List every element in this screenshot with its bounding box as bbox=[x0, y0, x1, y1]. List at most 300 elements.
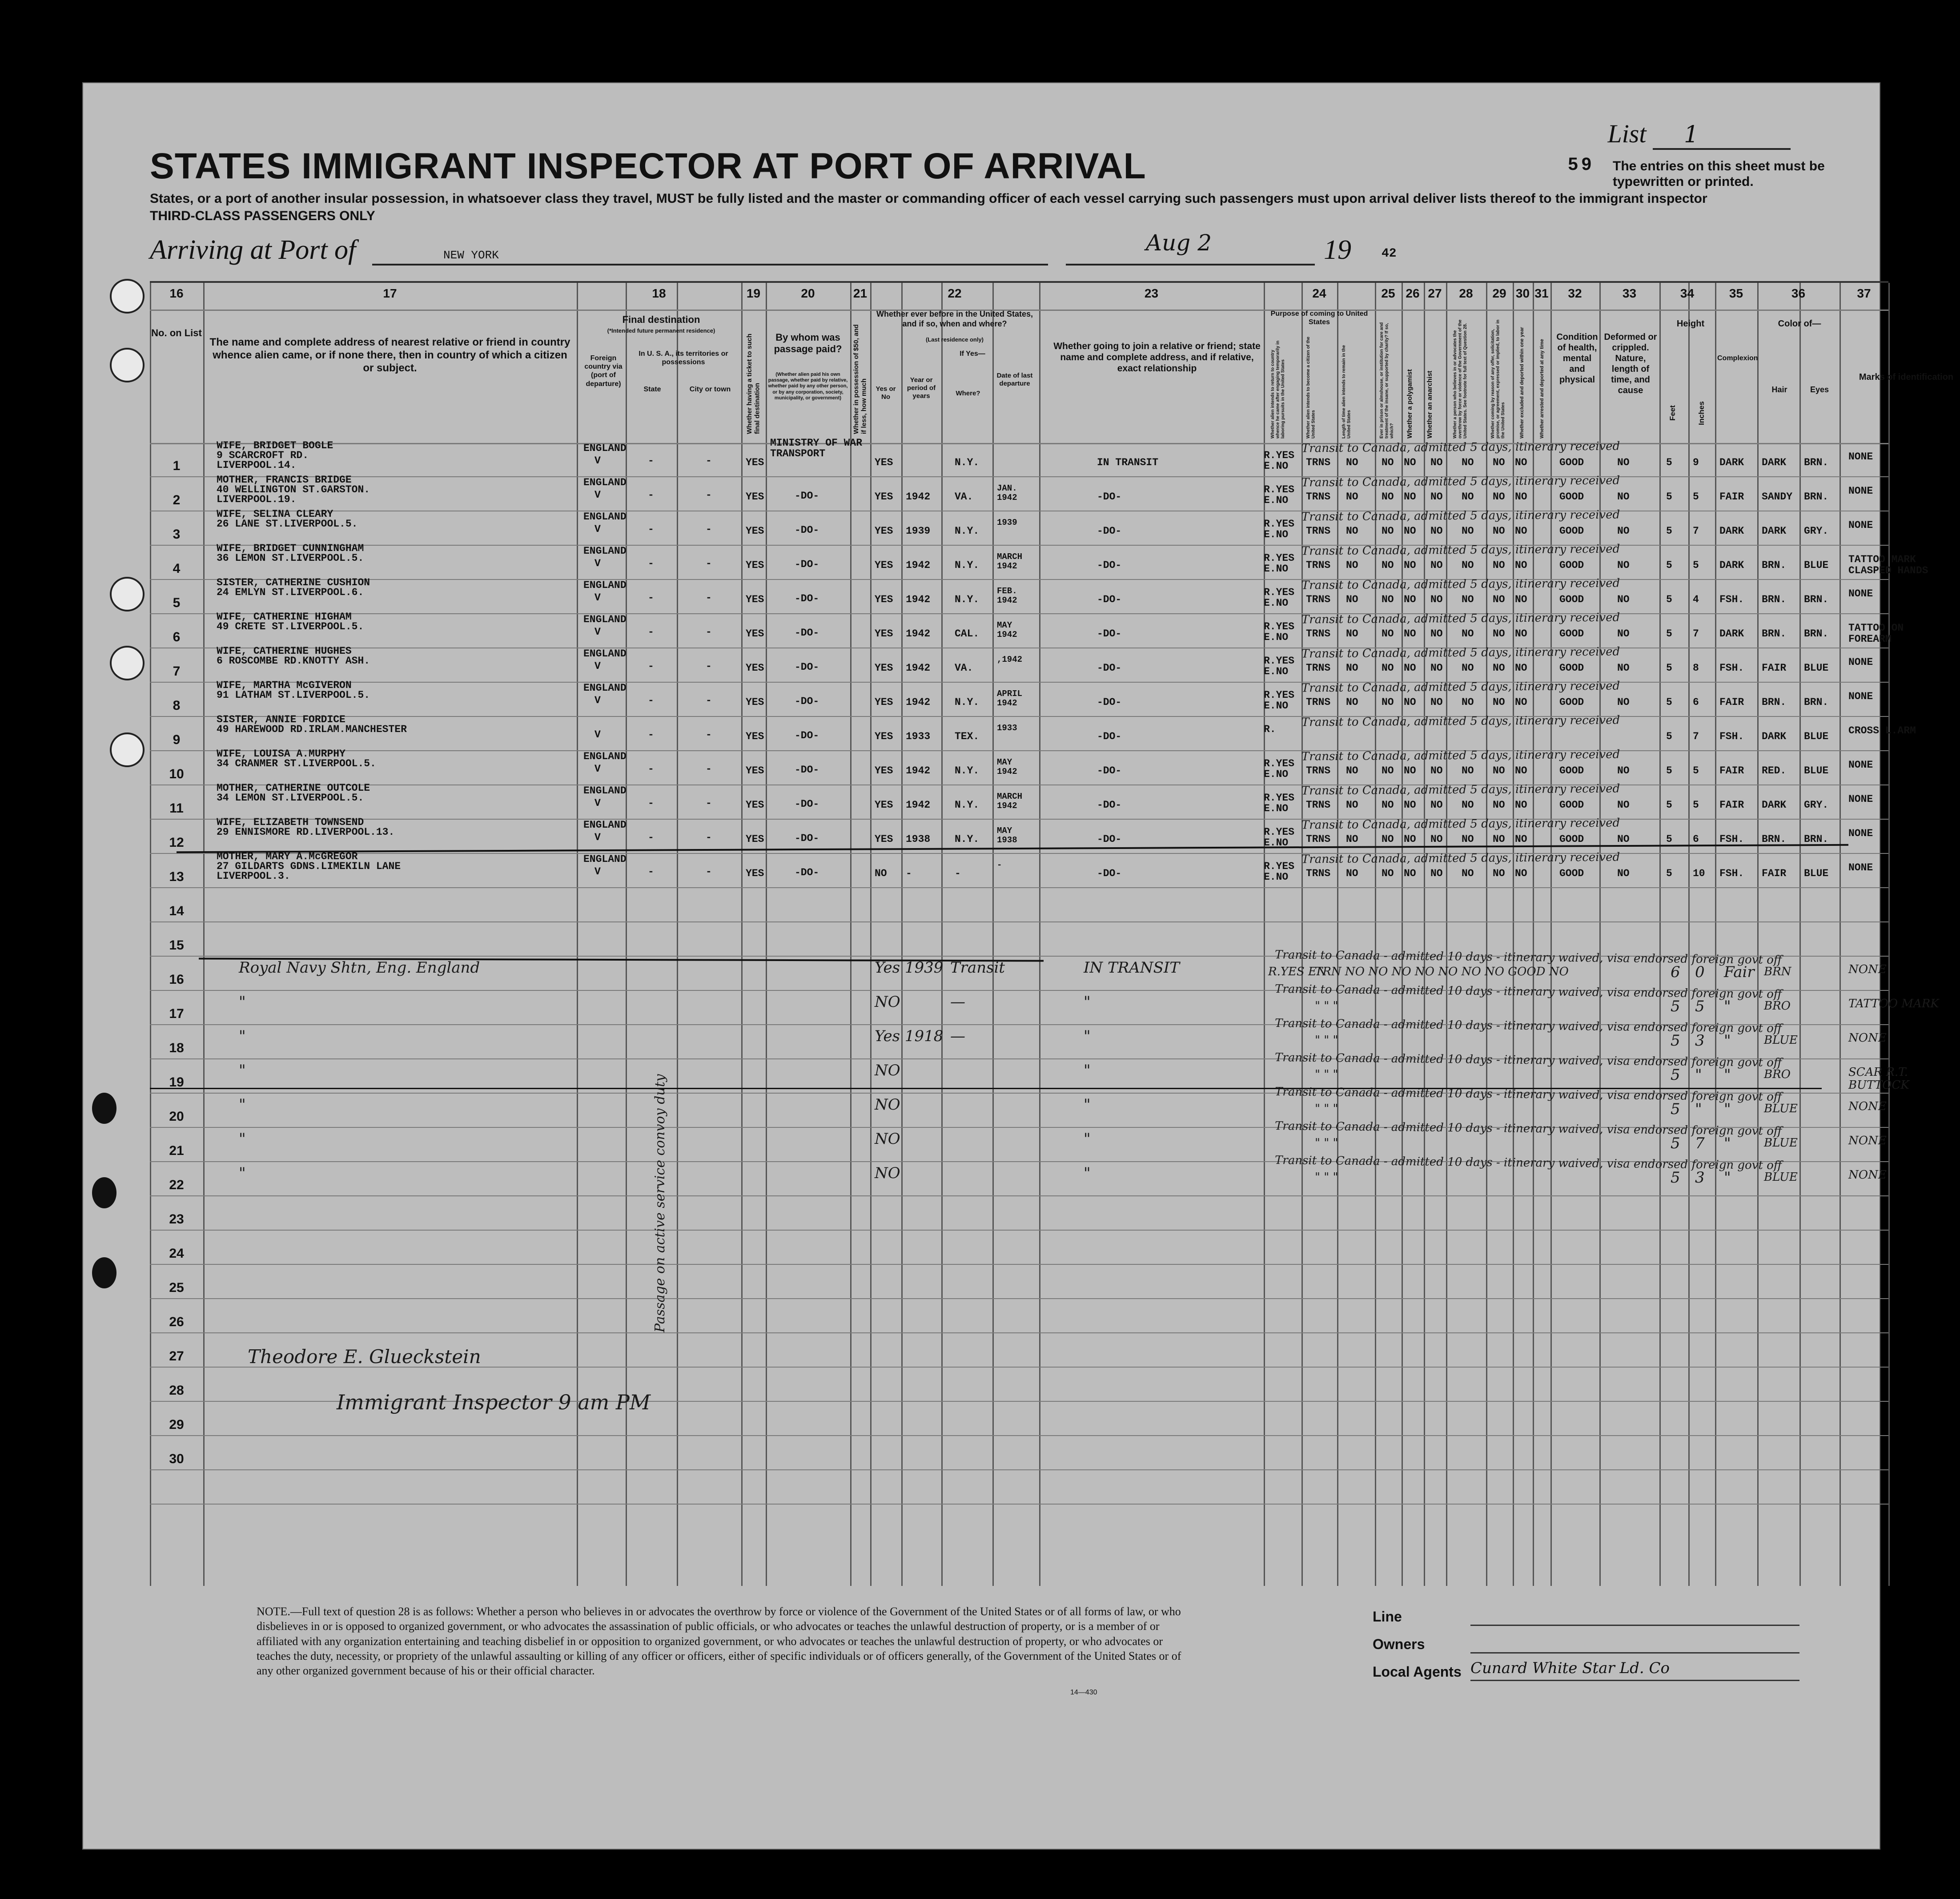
handwritten-transit-note: Transit to Canada - admitted 10 days - itinerary waived, visa endorsed foreign govt off bbox=[1274, 1154, 1782, 1172]
passage-paid-by: TRANSPORT bbox=[770, 448, 826, 459]
deformed-value: NO bbox=[1617, 525, 1630, 537]
relative-address: 91 LATHAM ST.LIVERPOOL.5. bbox=[217, 689, 370, 701]
q25-value: NO bbox=[1346, 868, 1358, 879]
before-us-year: 1942 bbox=[906, 765, 931, 776]
relative-name: MOTHER, MARY A.McGREGOR bbox=[217, 851, 358, 862]
deformed-value: NO bbox=[1617, 628, 1630, 640]
header-deported: Whether arrested and deported at any time bbox=[1539, 339, 1545, 439]
row-number: 24 bbox=[169, 1246, 184, 1261]
purpose-length: TRNS bbox=[1306, 662, 1331, 674]
purpose-return: R.YES bbox=[1264, 792, 1295, 804]
relative-name: SISTER, CATHERINE CUSHION bbox=[217, 577, 370, 588]
q26-value: NO bbox=[1382, 559, 1394, 571]
via-port: V bbox=[594, 660, 601, 672]
q26-value: NO bbox=[1382, 662, 1394, 674]
join-relative: -DO- bbox=[1097, 868, 1122, 879]
purpose-handwritten: R.YES EN bbox=[1268, 965, 1327, 978]
hair-value: BRN. bbox=[1762, 559, 1787, 571]
before-us-where: VA. bbox=[955, 662, 973, 674]
column-divider bbox=[1757, 283, 1759, 1586]
header-join-relative: Whether going to join a relative or friend; state name and complete address, and if relative, exact relationship bbox=[1053, 341, 1261, 374]
ticket-value: YES bbox=[746, 525, 764, 537]
passage-paid-by: -DO- bbox=[795, 559, 819, 570]
before-us-yes-no: YES bbox=[875, 662, 893, 674]
height-inches-handwritten: 5 bbox=[1695, 998, 1705, 1015]
hair-value: DARK bbox=[1762, 799, 1787, 811]
foreign-country: ENGLAND bbox=[583, 614, 627, 625]
q26-value: NO bbox=[1382, 833, 1394, 845]
passage-paid-by: -DO- bbox=[795, 524, 819, 536]
passage-paid-by: -DO- bbox=[795, 730, 819, 741]
q31-value: NO bbox=[1515, 799, 1527, 811]
complexion-handwritten: " bbox=[1724, 998, 1731, 1015]
row-number: 19 bbox=[169, 1075, 184, 1090]
last-departure: - bbox=[997, 860, 1002, 870]
row-number: 11 bbox=[169, 801, 184, 816]
q27-value: NO bbox=[1404, 833, 1416, 845]
last-departure: 1933 bbox=[997, 723, 1017, 733]
before-us-year: 1942 bbox=[906, 594, 931, 605]
row-number: 28 bbox=[169, 1383, 184, 1398]
q29-value: NO bbox=[1462, 799, 1474, 811]
passage-paid-by: -DO- bbox=[795, 593, 819, 604]
marks-value: NONE bbox=[1848, 656, 1873, 668]
answers-handwritten: " " " bbox=[1315, 999, 1338, 1013]
vertical-handwritten-note: Passage on active service convoy duty bbox=[652, 1074, 668, 1332]
height-feet: 5 bbox=[1666, 833, 1672, 845]
relative-handwritten: " bbox=[239, 1062, 246, 1079]
column-divider bbox=[1840, 283, 1841, 1586]
purpose-length: TRNS bbox=[1306, 457, 1331, 468]
height-inches-handwritten: 7 bbox=[1695, 1135, 1705, 1152]
height-feet: 5 bbox=[1666, 662, 1672, 674]
column-divider bbox=[992, 283, 994, 1586]
complexion-handwritten: " bbox=[1724, 1032, 1731, 1050]
header-q28: Whether a person who believes in or advocates the overthrow by force or violence of the Government of the United States. See footnote for full text of Question 28. bbox=[1453, 319, 1468, 439]
typewritten-note: The entries on this sheet must be typewritten or printed. bbox=[1613, 159, 1825, 189]
purpose-length: TRNS bbox=[1306, 696, 1331, 708]
header-bottom-rule bbox=[150, 443, 1888, 444]
purpose-length: TRNS bbox=[1306, 594, 1331, 605]
relative-name: WIFE, CATHERINE HIGHAM bbox=[217, 611, 352, 623]
q30-value: NO bbox=[1493, 559, 1505, 571]
handwritten-transit-note: Transit to Canada, admitted 5 days, itinerary received bbox=[1301, 508, 1620, 524]
destination-state: - bbox=[648, 523, 654, 535]
column-number: 22 bbox=[948, 286, 962, 300]
purpose-return: R.YES bbox=[1264, 518, 1295, 530]
relative-name: WIFE, SELINA CLEARY bbox=[217, 508, 333, 520]
complexion-value: DARK bbox=[1719, 457, 1744, 468]
purpose-return: R.YES bbox=[1264, 689, 1295, 701]
before-us-handwritten: NO bbox=[875, 1164, 900, 1182]
row-number: 5 bbox=[173, 595, 181, 610]
q29-value: NO bbox=[1462, 559, 1474, 571]
manifest-table bbox=[150, 281, 1954, 1586]
deformed-value: NO bbox=[1617, 662, 1630, 674]
join-relative: -DO- bbox=[1097, 491, 1122, 503]
before-us-year: 1942 bbox=[906, 491, 931, 503]
before-us-year: - bbox=[906, 868, 912, 879]
q30-value: NO bbox=[1493, 594, 1505, 605]
q31-value: NO bbox=[1515, 765, 1527, 776]
q29-value: NO bbox=[1462, 491, 1474, 503]
destination-state: - bbox=[648, 592, 654, 603]
shipping-company-info bbox=[1373, 1609, 1817, 1691]
header-no-on-list: No. on List bbox=[151, 327, 202, 338]
purpose-return: R.YES bbox=[1264, 861, 1295, 872]
hair-handwritten: BRN bbox=[1764, 965, 1791, 978]
ticket-value: YES bbox=[746, 868, 764, 879]
row-number: 16 bbox=[169, 972, 184, 987]
last-departure: MAY 1938 bbox=[997, 826, 1017, 845]
row-number: 25 bbox=[169, 1280, 184, 1295]
header-color-of: Color of— bbox=[1778, 319, 1821, 329]
column-number: 33 bbox=[1622, 286, 1637, 300]
header-yes-no: Yes or No bbox=[876, 385, 896, 401]
column-number: 16 bbox=[169, 286, 184, 300]
purpose-return: R.YES bbox=[1264, 587, 1295, 598]
passage-paid-by: -DO- bbox=[795, 833, 819, 844]
column-number: 36 bbox=[1791, 286, 1806, 300]
header-money: Whether in possession of $50, and if less, how much bbox=[852, 324, 868, 434]
q28-value: NO bbox=[1430, 559, 1443, 571]
ticket-value: YES bbox=[746, 731, 764, 742]
relative-address: 34 CRANMER ST.LIVERPOOL.5. bbox=[217, 758, 376, 769]
header-purpose-c: Length of time alien intends to remain in the United States bbox=[1341, 345, 1352, 439]
purpose-citizen: E.NO bbox=[1264, 700, 1289, 712]
q26-value: NO bbox=[1382, 594, 1394, 605]
column-divider bbox=[1688, 283, 1690, 1586]
height-inches: 5 bbox=[1693, 491, 1699, 503]
row-number: 23 bbox=[169, 1212, 184, 1227]
q28-value: NO bbox=[1430, 491, 1443, 503]
q27-value: NO bbox=[1404, 457, 1416, 468]
relative-name: WIFE, CATHERINE HUGHES bbox=[217, 645, 352, 657]
health-value: GOOD bbox=[1559, 696, 1584, 708]
height-feet: 5 bbox=[1666, 731, 1672, 742]
relative-handwritten: " bbox=[239, 993, 246, 1011]
relative-handwritten: Royal Navy Shtn, Eng. England bbox=[239, 959, 480, 977]
relative-name: WIFE, BRIDGET BOGLE bbox=[217, 440, 333, 451]
hair-value: BRN. bbox=[1762, 628, 1787, 640]
binder-hole bbox=[110, 646, 145, 680]
relative-address: 49 HAREWOOD RD.IRLAM.MANCHESTER bbox=[217, 724, 407, 735]
date-field: Aug 2 bbox=[1066, 230, 1315, 266]
marks-value: NONE bbox=[1848, 759, 1873, 771]
health-value: GOOD bbox=[1559, 559, 1584, 571]
deformed-value: NO bbox=[1617, 765, 1630, 776]
relative-handwritten: " bbox=[239, 1027, 246, 1045]
height-feet: 5 bbox=[1666, 765, 1672, 776]
before-us-handwritten: NO bbox=[875, 1130, 900, 1148]
owners-label: Owners bbox=[1373, 1636, 1425, 1652]
purpose-citizen: E.NO bbox=[1264, 768, 1289, 780]
purpose-length: TRNS bbox=[1306, 868, 1331, 879]
before-us-where: N.Y. bbox=[955, 799, 980, 811]
ticket-value: YES bbox=[746, 594, 764, 605]
height-feet: 5 bbox=[1666, 559, 1672, 571]
marks-value: TATTOO ON FOREARM bbox=[1848, 622, 1904, 645]
header-purpose-a: Whether alien intends to return to country whence he came after engaging temporarily in laboring pursuits in the United States bbox=[1270, 340, 1285, 439]
stamp-number: 59 bbox=[1568, 154, 1595, 174]
destination-city: - bbox=[706, 592, 712, 603]
purpose-length: TRNS bbox=[1306, 799, 1331, 811]
hair-value: FAIR bbox=[1762, 868, 1787, 879]
row-number: 14 bbox=[169, 904, 184, 918]
row-rule bbox=[150, 545, 1888, 546]
before-us-where-handwritten: — bbox=[950, 993, 965, 1011]
hair-value: BRN. bbox=[1762, 594, 1787, 605]
join-relative: -DO- bbox=[1097, 765, 1122, 776]
marks-value: CROSS L.ARM bbox=[1848, 725, 1916, 736]
row-rule bbox=[150, 1195, 1888, 1196]
q28-value: NO bbox=[1430, 833, 1443, 845]
handwritten-transit-note: Transit to Canada, admitted 5 days, itinerary received bbox=[1301, 645, 1620, 661]
via-port: V bbox=[594, 729, 601, 740]
purpose-length: TRNS bbox=[1306, 765, 1331, 776]
purpose-return: R.YES bbox=[1264, 621, 1295, 632]
foreign-country: ENGLAND bbox=[583, 477, 627, 488]
via-port: V bbox=[594, 455, 601, 467]
destination-state: - bbox=[648, 866, 654, 877]
q27-value: NO bbox=[1404, 525, 1416, 537]
row-rule bbox=[150, 1504, 1888, 1505]
port-field: NEW YORK bbox=[372, 230, 1048, 266]
complexion-value: DARK bbox=[1719, 525, 1744, 537]
hair-value: DARK bbox=[1762, 731, 1787, 742]
q29-value: NO bbox=[1462, 868, 1474, 879]
complexion-value: FAIR bbox=[1719, 491, 1744, 503]
column-number: 26 bbox=[1406, 286, 1420, 300]
header-before-us: Whether ever before in the United States, and if so, when and where? bbox=[876, 310, 1033, 328]
relative-name: MOTHER, FRANCIS BRIDGE bbox=[217, 474, 352, 486]
height-feet-handwritten: 5 bbox=[1671, 1066, 1680, 1084]
header-height: Height bbox=[1676, 319, 1705, 329]
hair-value: RED. bbox=[1762, 765, 1787, 776]
q26-value: NO bbox=[1382, 696, 1394, 708]
column-number: 35 bbox=[1729, 286, 1743, 300]
join-relative-handwritten: " bbox=[1084, 1164, 1091, 1182]
column-divider bbox=[741, 283, 743, 1586]
passage-paid-by: -DO- bbox=[795, 490, 819, 502]
q31-value: NO bbox=[1515, 868, 1527, 879]
q27-value: NO bbox=[1404, 765, 1416, 776]
q30-value: NO bbox=[1493, 662, 1505, 674]
instructions-text: States, or a port of another insular possession, in whatsoever class they travel, MUST be fully listed and the master or commanding officer of each vessel carrying such passengers must upon arrival deliver lists thereof to the immigrant inspector bbox=[150, 191, 1707, 206]
height-feet-handwritten: 5 bbox=[1671, 1135, 1680, 1152]
binder-hole bbox=[110, 348, 145, 382]
q31-value: NO bbox=[1515, 525, 1527, 537]
header-state: State bbox=[643, 386, 661, 393]
handwritten-transit-note: Transit to Canada, admitted 5 days, itinerary received bbox=[1301, 542, 1620, 558]
destination-city: - bbox=[706, 695, 712, 706]
q25-value: NO bbox=[1346, 594, 1358, 605]
ticket-value: YES bbox=[746, 765, 764, 776]
foreign-country: ENGLAND bbox=[583, 648, 627, 660]
last-departure: FEB. 1942 bbox=[997, 586, 1017, 605]
row-number: 7 bbox=[173, 664, 181, 679]
row-rule bbox=[150, 853, 1888, 854]
row-number: 18 bbox=[169, 1041, 184, 1055]
destination-city: - bbox=[706, 797, 712, 809]
q25-value: NO bbox=[1346, 525, 1358, 537]
via-port: V bbox=[594, 763, 601, 775]
relative-address: 6 ROSCOMBE RD.KNOTTY ASH. bbox=[217, 655, 370, 667]
relative-address: 49 CRETE ST.LIVERPOOL.5. bbox=[217, 621, 364, 632]
handwritten-transit-note: Transit to Canada - admitted 10 days - itinerary waived, visa endorsed foreign govt off bbox=[1274, 948, 1782, 967]
header-date-departure: Date of last departure bbox=[996, 372, 1033, 387]
header-hair: Hair bbox=[1771, 385, 1787, 394]
q28-value: NO bbox=[1430, 696, 1443, 708]
header-anarchist: Whether an anarchist bbox=[1426, 370, 1434, 439]
hair-value: SANDY bbox=[1762, 491, 1793, 503]
height-feet-handwritten: 5 bbox=[1671, 1100, 1680, 1118]
join-relative: -DO- bbox=[1097, 696, 1122, 708]
before-us-handwritten: NO bbox=[875, 1096, 900, 1114]
column-number: 23 bbox=[1144, 286, 1159, 300]
end-of-typed-list-line bbox=[150, 1088, 1822, 1089]
via-port: V bbox=[594, 626, 601, 638]
row-number: 22 bbox=[169, 1178, 184, 1192]
column-number: 20 bbox=[801, 286, 815, 300]
column-number: 21 bbox=[853, 286, 868, 300]
row-rule bbox=[150, 579, 1888, 580]
q30-value: NO bbox=[1493, 525, 1505, 537]
year-prefix: 19 bbox=[1324, 235, 1351, 265]
purpose-citizen: E.NO bbox=[1264, 803, 1289, 814]
health-value: GOOD bbox=[1559, 457, 1584, 468]
q27-value: NO bbox=[1404, 662, 1416, 674]
complexion-handwritten: " bbox=[1724, 1169, 1731, 1187]
row-rule bbox=[150, 819, 1888, 820]
health-value: GOOD bbox=[1559, 525, 1584, 537]
q30-value: NO bbox=[1493, 628, 1505, 640]
q27-value: NO bbox=[1404, 628, 1416, 640]
deformed-value: NO bbox=[1617, 833, 1630, 845]
purpose-length: TRNS bbox=[1306, 833, 1331, 845]
column-divider bbox=[941, 283, 943, 1586]
eyes-value: BRN. bbox=[1804, 594, 1829, 605]
height-feet: 5 bbox=[1666, 868, 1672, 879]
arriving-label: Arriving at Port of bbox=[150, 235, 356, 265]
binder-hole bbox=[92, 1177, 116, 1208]
purpose-return: R. bbox=[1264, 724, 1276, 735]
via-port: V bbox=[594, 797, 601, 809]
hair-value: BRN. bbox=[1762, 696, 1787, 708]
row-number: 6 bbox=[173, 630, 181, 644]
hair-handwritten: BLUE bbox=[1764, 1034, 1798, 1047]
complexion-value: FSH. bbox=[1719, 731, 1744, 742]
question-28-footnote: NOTE.—Full text of question 28 is as follows: Whether a person who believes in or advocates the overthrow by force or violence of the Government of the United States or of all forms of law, or who disbelieves in or is opposed to organized government, or who advocates the assassination of public officials, or who advocates or teaches the unlawful destruction of property, or is a member of or affiliated with any organization entertaining and teaching disbelief in or opposition to organized government, or who advocates or teaches the unlawful destruction of property, or who advocates or teaches the duty, necessity, or propriety of the unlawful assaulting or killing of any officer or officers, either of specific individuals or of officers generally, of the Government of the United States or of any other organized government because of his or their official character. bbox=[257, 1605, 1181, 1678]
hair-handwritten: BLUE bbox=[1764, 1171, 1798, 1184]
last-departure: MAY 1942 bbox=[997, 620, 1017, 640]
row-number: 26 bbox=[169, 1315, 184, 1329]
relative-name: WIFE, MARTHA McGIVERON bbox=[217, 680, 352, 691]
agents-label: Local Agents bbox=[1373, 1664, 1462, 1680]
join-relative-handwritten: " bbox=[1084, 1096, 1091, 1114]
ticket-value: YES bbox=[746, 696, 764, 708]
foreign-country: ENGLAND bbox=[583, 682, 627, 694]
purpose-return: R.YES bbox=[1264, 450, 1295, 461]
height-inches: 5 bbox=[1693, 799, 1699, 811]
ticket-value: YES bbox=[746, 799, 764, 811]
before-us-handwritten: NO bbox=[875, 993, 900, 1011]
relative-name: WIFE, ELIZABETH TOWNSEND bbox=[217, 817, 364, 828]
marks-value: TATTOO MARK CLASPED HANDS bbox=[1848, 554, 1928, 577]
eyes-value: BRN. bbox=[1804, 457, 1829, 468]
handwritten-transit-note: Transit to Canada, admitted 5 days, itinerary received bbox=[1301, 611, 1620, 627]
eyes-value: BLUE bbox=[1804, 559, 1829, 571]
before-us-yes-no: YES bbox=[875, 799, 893, 811]
marks-handwritten: NONE bbox=[1848, 1031, 1887, 1045]
deformed-value: NO bbox=[1617, 594, 1630, 605]
q30-value: NO bbox=[1493, 833, 1505, 845]
row-number: 29 bbox=[169, 1417, 184, 1432]
via-port: V bbox=[594, 489, 601, 501]
deformed-value: NO bbox=[1617, 696, 1630, 708]
destination-state: - bbox=[648, 832, 654, 843]
q28-value: NO bbox=[1430, 628, 1443, 640]
relative-address: 34 LEMON ST.LIVERPOOL.5. bbox=[217, 792, 364, 804]
header-foreign-country: Foreign country via (port of departure) bbox=[584, 354, 623, 388]
before-us-where: N.Y. bbox=[955, 765, 980, 776]
column-divider bbox=[1039, 283, 1040, 1586]
header-ticket: Whether having a ticket to such final destination bbox=[746, 334, 761, 434]
eyes-value: BLUE bbox=[1804, 868, 1829, 879]
q28-value: NO bbox=[1430, 799, 1443, 811]
purpose-citizen: E.NO bbox=[1264, 632, 1289, 643]
before-us-year: 1933 bbox=[906, 731, 931, 742]
row-number: 3 bbox=[173, 527, 181, 542]
purpose-return: R.YES bbox=[1264, 484, 1295, 495]
row-number: 12 bbox=[169, 835, 184, 850]
complexion-value: DARK bbox=[1719, 559, 1744, 571]
join-relative-handwritten: IN TRANSIT bbox=[1084, 959, 1180, 977]
relative-name: MOTHER, CATHERINE OUTCOLE bbox=[217, 782, 370, 794]
handwritten-transit-note: Transit to Canada, admitted 5 days, itinerary received bbox=[1301, 850, 1620, 866]
manifest-sheet bbox=[82, 82, 1954, 1850]
handwritten-transit-note: Transit to Canada, admitted 5 days, itinerary received bbox=[1301, 713, 1620, 729]
inspector-title: Immigrant Inspector 9 am PM bbox=[337, 1390, 651, 1414]
relative-address: 40 WELLINGTON ST.GARSTON. bbox=[217, 484, 370, 495]
before-us-where: CAL. bbox=[955, 628, 980, 640]
relative-address: LIVERPOOL.3. bbox=[217, 870, 290, 882]
column-divider bbox=[766, 283, 767, 1586]
q29-value: NO bbox=[1462, 594, 1474, 605]
height-inches: 6 bbox=[1693, 696, 1699, 708]
height-feet: 5 bbox=[1666, 491, 1672, 503]
before-us-where: - bbox=[955, 868, 961, 879]
join-relative: -DO- bbox=[1097, 559, 1122, 571]
purpose-citizen: E.NO bbox=[1264, 871, 1289, 883]
q27-value: NO bbox=[1404, 799, 1416, 811]
before-us-where: N.Y. bbox=[955, 833, 980, 845]
before-us-where-handwritten: Transit bbox=[950, 959, 1005, 977]
purpose-citizen: E.NO bbox=[1264, 460, 1289, 472]
column-number: 34 bbox=[1680, 286, 1695, 300]
column-divider bbox=[677, 283, 678, 1586]
deformed-value: NO bbox=[1617, 799, 1630, 811]
handwritten-transit-note: Transit to Canada, admitted 5 days, itinerary received bbox=[1301, 782, 1620, 798]
answers-handwritten: " " " bbox=[1315, 1034, 1338, 1047]
relative-name: WIFE, LOUISA A.MURPHY bbox=[217, 748, 345, 760]
foreign-country: ENGLAND bbox=[583, 511, 627, 523]
before-us-handwritten: Yes 1939 bbox=[875, 959, 944, 977]
destination-state: - bbox=[648, 660, 654, 672]
height-inches: 7 bbox=[1693, 731, 1699, 742]
foreign-country: ENGLAND bbox=[583, 819, 627, 831]
q31-value: NO bbox=[1515, 457, 1527, 468]
